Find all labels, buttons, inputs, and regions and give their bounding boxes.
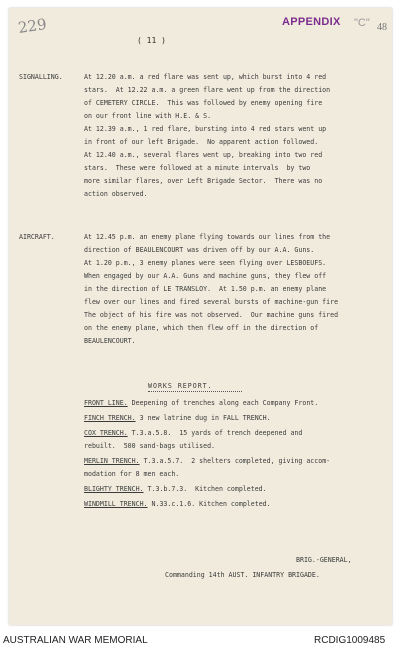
works-item-text: modation for 8 men each. — [84, 470, 180, 478]
section-title-aircraft: AIRCRAFT. — [19, 233, 55, 241]
works-item-label: COX TRENCH. — [84, 429, 128, 437]
body-line: stars. At 12.22 a.m. a green flare went up from the direction — [84, 86, 331, 94]
body-line: flew over our lines and fired several bursts of machine-gun fire — [84, 298, 339, 306]
body-line: At 12.45 p.m. an enemy plane flying towards our lines from the — [84, 233, 331, 241]
page-number: ( 11 ) — [137, 36, 166, 45]
body-line: in front of our left Brigade. No apparent action followed. — [84, 138, 319, 146]
body-line: At 12.20 a.m. a red flare was sent up, which burst into 4 red — [84, 73, 327, 81]
body-line: action observed. — [84, 190, 148, 198]
works-item — [84, 470, 179, 478]
body-line: stars. These were followed at a minute intervals by two — [84, 164, 311, 172]
works-item-label: BLIGHTY TRENCH. — [84, 485, 144, 493]
body-line: At 12.40 a.m., several flares went up, breaking into two red — [84, 151, 323, 159]
works-item-label: FINCH TRENCH. — [84, 414, 136, 422]
works-item-label: MERLIN TRENCH. — [84, 457, 140, 465]
works-item-label: FRONT LINE. — [84, 399, 128, 407]
works-item — [84, 485, 267, 493]
body-line: At 1.20 p.m., 3 enemy planes were seen flying over LESBOEUFS. — [84, 259, 327, 267]
body-line: BEAULENCOURT. — [84, 337, 136, 345]
archive-number: 229 — [16, 15, 48, 37]
footer-institution: AUSTRALIAN WAR MEMORIAL — [3, 635, 148, 646]
works-item — [84, 442, 215, 450]
works-item — [84, 457, 330, 465]
body-line: on the enemy plane, which then flew off in the direction of — [84, 324, 319, 332]
works-item — [84, 399, 318, 407]
works-item-text: rebuilt. 500 sand-bags utilised. — [84, 442, 216, 450]
body-line: in the direction of LE TRANSLOY. At 1.50 p.m. an enemy plane — [84, 285, 327, 293]
body-line: on our front line with H.E. & S. — [84, 112, 212, 120]
works-item-text: N.33.c.1.6. Kitchen completed. — [151, 500, 271, 508]
body-line: of CEMETERY CIRCLE. This was followed by enemy opening fire — [84, 99, 323, 107]
works-report-heading: WORKS REPORT. — [148, 382, 213, 390]
body-line: direction of BEAULENCOURT was driven off by our A.A. Guns. — [84, 246, 315, 254]
corner-number: 48 — [377, 22, 387, 33]
works-item-text: 3 new latrine dug in FALL TRENCH. — [139, 414, 271, 422]
appendix-number: "C" — [354, 17, 370, 29]
works-item-label: WINDMILL TRENCH. — [84, 500, 148, 508]
body-line: When engaged by our A.A. Guns and machine guns, they flew off — [84, 272, 327, 280]
works-item — [84, 429, 302, 437]
signature-rank: BRIG.-GENERAL, — [296, 556, 352, 564]
heading-rule — [148, 391, 242, 392]
appendix-stamp: APPENDIX — [282, 16, 341, 28]
works-item-text: T.3.a.5.7. 2 shelters completed, giving accom- — [143, 457, 331, 465]
works-item — [84, 500, 271, 508]
signature-title: Commanding 14th AUST. INFANTRY BRIGADE. — [165, 571, 320, 579]
footer-reference: RCDIG1009485 — [314, 635, 386, 646]
section-title-signalling: SIGNALLING. — [19, 73, 63, 81]
body-line: At 12.39 a.m., 1 red flare, bursting into 4 red stars went up — [84, 125, 327, 133]
works-item-text: T.3.b.7.3. Kitchen completed. — [147, 485, 267, 493]
works-item — [84, 414, 271, 422]
body-line: The object of his fire was not observed. Our machine guns fired — [84, 311, 339, 319]
works-item-text: Deepening of trenches along each Company Front. — [131, 399, 319, 407]
body-line: more similar flares, over Left Brigade Sector. There was no — [84, 177, 323, 185]
works-item-text: T.3.a.5.8. 15 yards of trench deepened and — [131, 429, 303, 437]
